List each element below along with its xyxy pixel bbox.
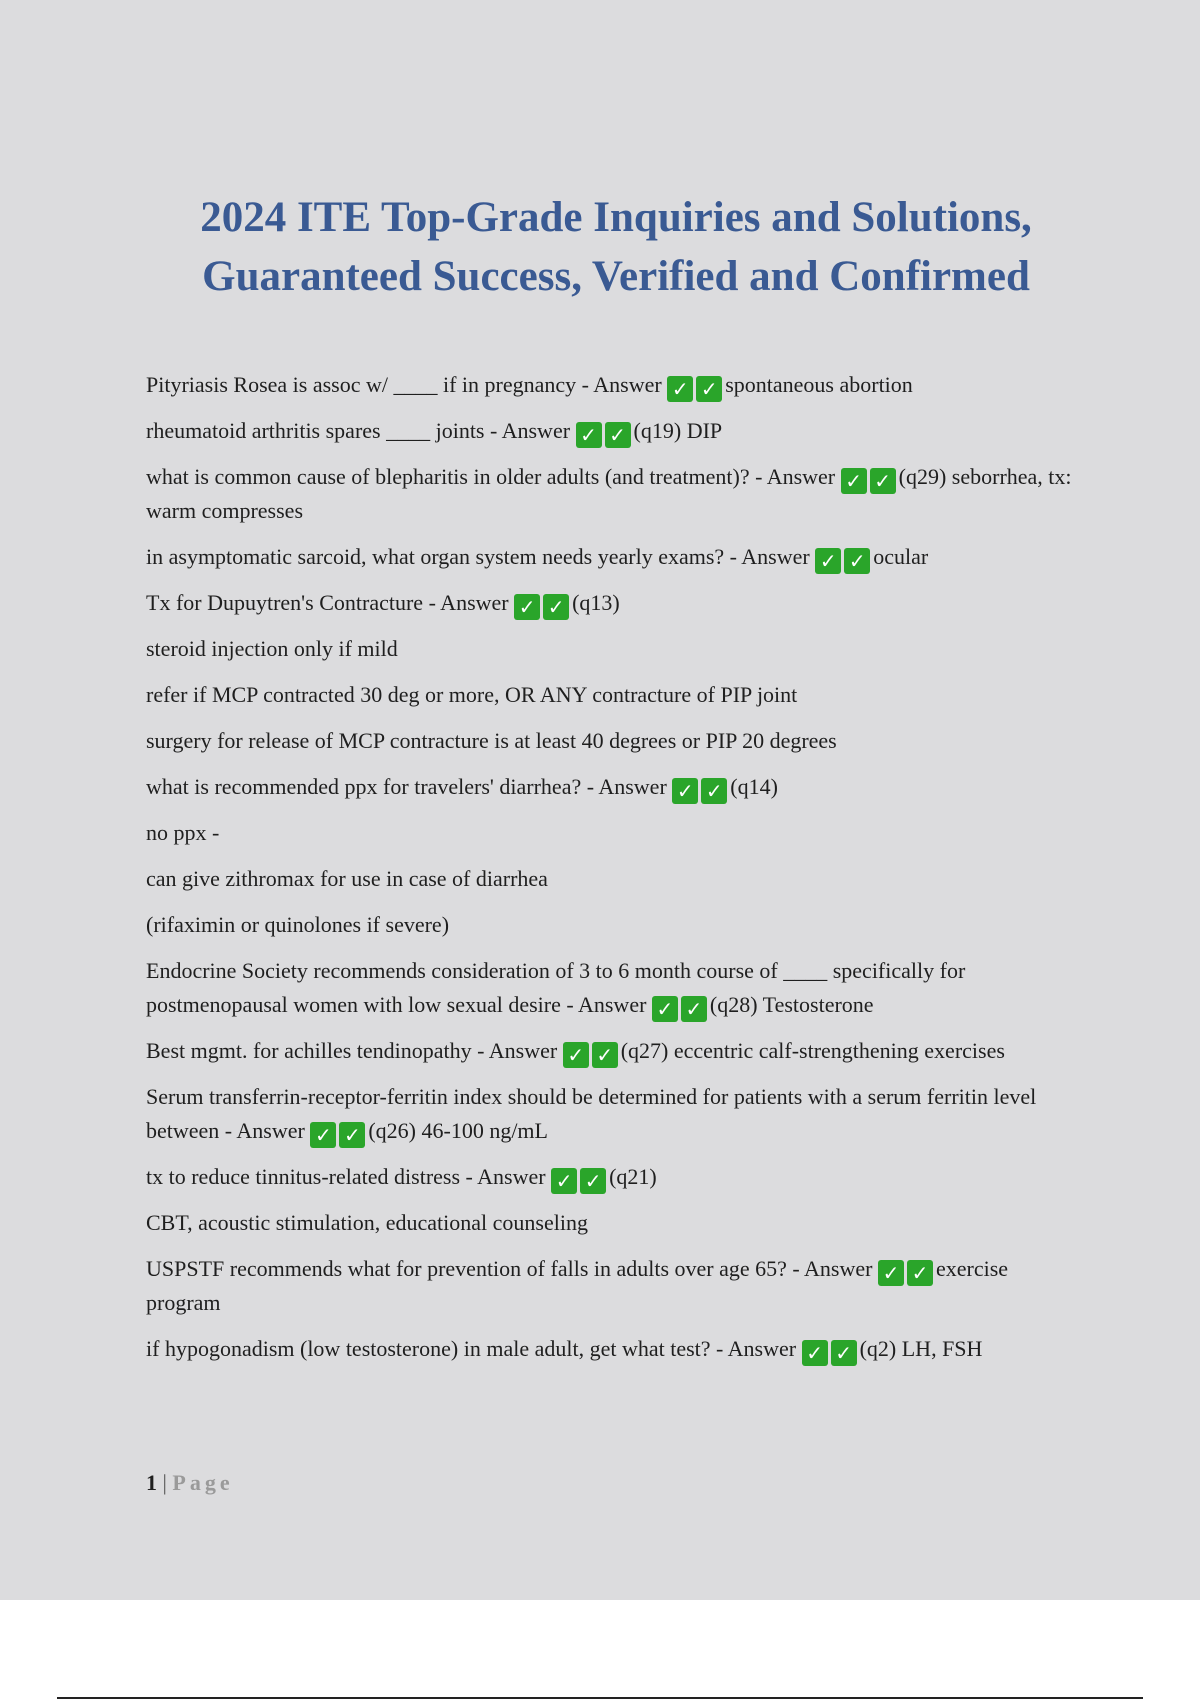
qa-item — [146, 368, 1081, 402]
title-line-2: Guaranteed Success, Verified and Confirmed — [202, 253, 1030, 300]
answer-text: (q2) LH, FSH — [859, 1336, 983, 1361]
check-mark-icon: ✓ — [339, 1122, 365, 1148]
answer-label: - Answer — [749, 464, 841, 489]
answer-label: - Answer — [423, 590, 515, 615]
note-line: can give zithromax for use in case of diarrhea — [146, 866, 548, 891]
qa-item — [146, 1080, 1081, 1148]
answer-text: spontaneous abortion — [725, 372, 913, 397]
check-mark-icon: ✓ — [543, 594, 569, 620]
qa-item — [146, 1252, 1081, 1320]
note-line: surgery for release of MCP contracture is at least 40 degrees or PIP 20 degrees — [146, 728, 837, 753]
check-mark-icon: ✓ — [878, 1260, 904, 1286]
title-line-1: 2024 ITE Top-Grade Inquiries and Solutions, — [200, 194, 1032, 241]
document-title — [60, 188, 1172, 306]
note-line: (rifaximin or quinolones if severe) — [146, 912, 450, 937]
qa-item — [146, 1034, 1081, 1068]
answer-label: - Answer — [724, 544, 816, 569]
qa-item — [146, 770, 1081, 804]
check-mark-icon: ✓ — [802, 1340, 828, 1366]
question-text: Endocrine Society recommends consideration of 3 to 6 month course of ____ specifically for postmenopausal women with low sexual desire — [146, 958, 966, 1017]
answer-label: - Answer — [581, 774, 673, 799]
question-text: tx to reduce tinnitus-related distress — [146, 1164, 461, 1189]
question-text: in asymptomatic sarcoid, what organ system needs yearly exams? — [146, 544, 725, 569]
answer-text: (q19) DIP — [633, 418, 723, 443]
check-mark-icon: ✓ — [667, 376, 693, 402]
question-text: USPSTF recommends what for prevention of falls in adults over age 65? — [146, 1256, 787, 1281]
check-mark-icon: ✓ — [605, 422, 631, 448]
answer-label: - Answer — [710, 1336, 802, 1361]
answer-label: - Answer — [576, 372, 668, 397]
check-mark-icon: ✓ — [310, 1122, 336, 1148]
check-mark-icon: ✓ — [551, 1168, 577, 1194]
page-number: 1 — [146, 1470, 157, 1495]
answer-label: - Answer — [786, 1256, 878, 1281]
qa-item — [146, 414, 1081, 448]
check-mark-icon: ✓ — [672, 778, 698, 804]
qa-item — [146, 460, 1081, 528]
question-text: what is common cause of blepharitis in older adults (and treatment)? — [146, 464, 750, 489]
question-text: Tx for Dupuytren's Contracture — [146, 590, 424, 615]
qa-item — [146, 954, 1081, 1022]
check-mark-icon: ✓ — [696, 376, 722, 402]
question-text: rheumatoid arthritis spares ____ joints — [146, 418, 485, 443]
check-mark-icon: ✓ — [831, 1340, 857, 1366]
qa-item — [146, 1160, 1081, 1194]
note-line: refer if MCP contracted 30 deg or more, OR ANY contracture of PIP joint — [146, 682, 798, 707]
check-mark-icon: ✓ — [514, 594, 540, 620]
answer-text: (q14) — [730, 774, 778, 799]
answer-text: (q28) Testosterone — [709, 992, 874, 1017]
check-mark-icon: ✓ — [907, 1260, 933, 1286]
check-mark-icon: ✓ — [580, 1168, 606, 1194]
qa-item — [146, 1332, 1081, 1366]
page-separator: | — [157, 1470, 173, 1495]
qa-item — [146, 586, 1081, 620]
answer-text: (q13) — [572, 590, 620, 615]
note-line: steroid injection only if mild — [146, 636, 398, 661]
answer-text: (q29) seborrhea, tx: warm compresses — [146, 464, 1072, 523]
answer-text: (q21) — [609, 1164, 657, 1189]
answer-text: (q26) 46-100 ng/mL — [368, 1118, 548, 1143]
page-label: Page — [172, 1470, 234, 1495]
note-line: CBT, acoustic stimulation, educational counseling — [146, 1210, 588, 1235]
bottom-rule — [57, 1697, 1143, 1699]
page-footer — [146, 1470, 234, 1496]
check-mark-icon: ✓ — [815, 548, 841, 574]
note-line: no ppx - — [146, 820, 220, 845]
check-mark-icon: ✓ — [841, 468, 867, 494]
check-mark-icon: ✓ — [870, 468, 896, 494]
answer-label: - Answer — [560, 992, 652, 1017]
answer-text: (q27) eccentric calf-strengthening exercises — [620, 1038, 1005, 1063]
document-body — [146, 368, 1081, 1378]
question-text: if hypogonadism (low testosterone) in male adult, get what test? — [146, 1336, 711, 1361]
check-mark-icon: ✓ — [563, 1042, 589, 1068]
answer-label: - Answer — [460, 1164, 552, 1189]
question-text: what is recommended ppx for travelers' diarrhea? — [146, 774, 582, 799]
answer-text: exercise program — [146, 1256, 1009, 1315]
question-text: Pityriasis Rosea is assoc w/ ____ if in pregnancy — [146, 372, 577, 397]
check-mark-icon: ✓ — [592, 1042, 618, 1068]
check-mark-icon: ✓ — [844, 548, 870, 574]
check-mark-icon: ✓ — [681, 996, 707, 1022]
answer-label: - Answer — [484, 418, 576, 443]
question-text: Best mgmt. for achilles tendinopathy — [146, 1038, 472, 1063]
check-mark-icon: ✓ — [652, 996, 678, 1022]
check-mark-icon: ✓ — [701, 778, 727, 804]
qa-item — [146, 540, 1081, 574]
answer-label: - Answer — [471, 1038, 563, 1063]
question-text: Serum transferrin-receptor-ferritin index should be determined for patients with a serum ferritin level between — [146, 1084, 1037, 1143]
answer-text: ocular — [873, 544, 929, 569]
check-mark-icon: ✓ — [576, 422, 602, 448]
answer-label: - Answer — [219, 1118, 311, 1143]
